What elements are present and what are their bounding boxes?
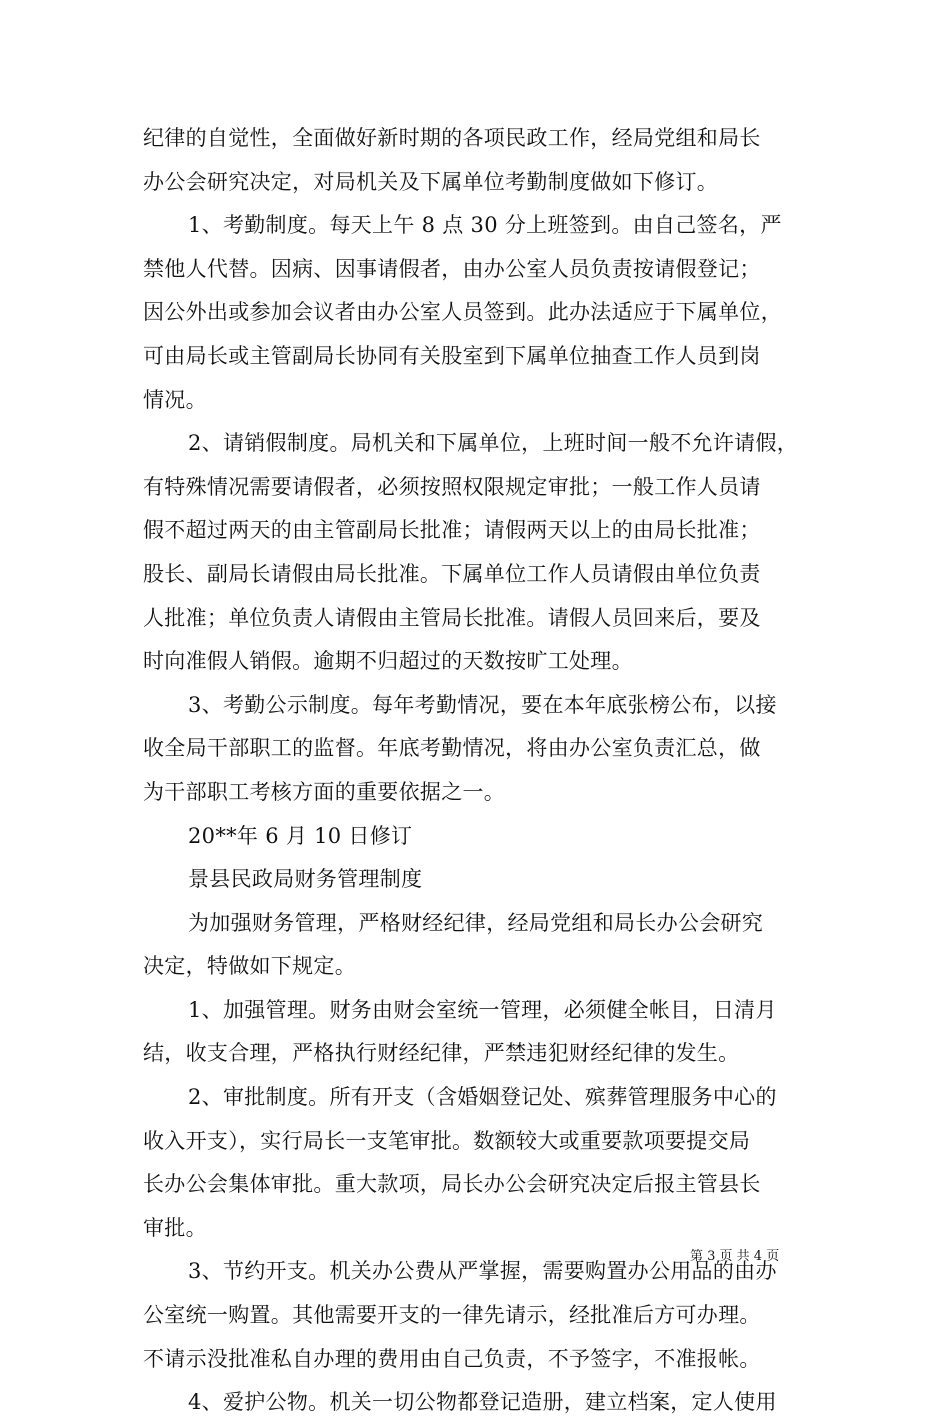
text-line: 结，收支合理，严格执行财经纪律，严禁违犯财经纪律的发生。 — [143, 1041, 740, 1066]
text-line: 股长、副局长请假由局长批准。下属单位工作人员请假由单位负责 — [143, 561, 761, 586]
text-line: 可由局长或主管副局长协同有关股室到下属单位抽查工作人员到岗 — [143, 343, 761, 368]
text-line: 情况。 — [143, 387, 207, 412]
text-line: 为加强财务管理，严格财经纪律，经局党组和局长办公会研究 — [188, 910, 764, 935]
page-number: 第 3 页 共 4 页 — [690, 1249, 780, 1264]
text-line: 3、节约开支。机关办公费从严掌握，需要购置办公用品的由办 — [188, 1259, 777, 1284]
text-line: 公室统一购置。其他需要开支的一律先请示，经批准后方可办理。 — [143, 1303, 761, 1328]
text-line: 景县民政局财务管理制度 — [188, 867, 423, 892]
text-line: 收入开支），实行局长一支笔审批。数额较大或重要款项要提交局 — [143, 1128, 751, 1153]
text-line: 因公外出或参加会议者由办公室人员签到。此办法适应于下属单位， — [143, 300, 782, 325]
text-line: 2、审批制度。所有开支（含婚姻登记处、殡葬管理服务中心的 — [188, 1085, 777, 1110]
text-line: 时向准假人销假。逾期不归超过的天数按旷工处理。 — [143, 649, 633, 674]
text-line: 不请示没批准私自办理的费用由自己负责，不予签字，不准报帐。 — [143, 1346, 761, 1371]
text-line: 3、考勤公示制度。每年考勤情况，要在本年底张榜公布，以接 — [188, 692, 777, 717]
text-line: 2、请销假制度。局机关和下属单位，上班时间一般不允许请假， — [188, 431, 799, 456]
text-line: 长办公会集体审批。重大款项，局长办公会研究决定后报主管县长 — [143, 1172, 761, 1197]
text-line: 20**年 6 月 10 日修订 — [188, 823, 413, 848]
text-line: 人批准；单位负责人请假由主管局长批准。请假人员回来后，要及 — [143, 605, 761, 630]
text-line: 禁他人代替。因病、因事请假者，由办公室人员负责按请假登记； — [143, 256, 761, 281]
text-line: 收全局干部职工的监督。年底考勤情况，将由办公室负责汇总，做 — [143, 736, 761, 761]
text-line: 审批。 — [143, 1215, 207, 1240]
text-line: 办公会研究决定，对局机关及下属单位考勤制度做如下修订。 — [143, 169, 719, 194]
text-line: 有特殊情况需要请假者，必须按照权限规定审批；一般工作人员请 — [143, 474, 761, 499]
text-line: 决定，特做如下规定。 — [143, 954, 356, 979]
text-line: 1、加强管理。财务由财会室统一管理，必须健全帐目，日清月 — [188, 997, 777, 1022]
document-body — [143, 117, 823, 1425]
text-line: 4、爱护公物。机关一切公物都登记造册，建立档案，定人使用 — [188, 1390, 777, 1415]
text-line: 纪律的自觉性，全面做好新时期的各项民政工作，经局党组和局长 — [143, 126, 761, 150]
text-line: 假不超过两天的由主管副局长批准；请假两天以上的由局长批准； — [143, 518, 761, 543]
text-line: 1、考勤制度。每天上午 8 点 30 分上班签到。由自己签名，严 — [188, 213, 782, 238]
text-line: 为干部职工考核方面的重要依据之一。 — [143, 779, 506, 804]
